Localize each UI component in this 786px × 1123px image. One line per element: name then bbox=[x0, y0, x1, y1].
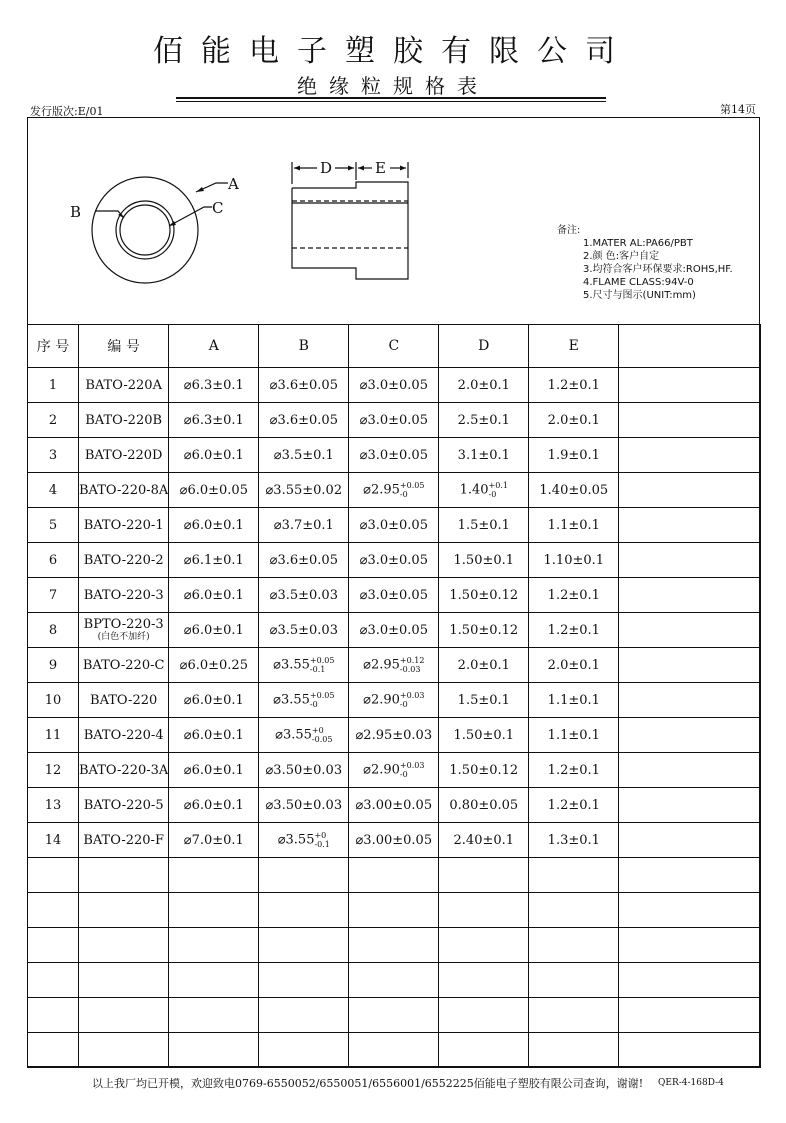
cell-a: ⌀6.0±0.1 bbox=[169, 753, 259, 788]
empty-cell bbox=[79, 1033, 169, 1068]
note-item: 1.MATER AL:PA66/PBT bbox=[583, 238, 693, 249]
empty-cell bbox=[28, 1033, 79, 1068]
cell-e: 1.2±0.1 bbox=[529, 578, 619, 613]
tolerance-lower: -0 bbox=[488, 490, 497, 499]
empty-cell bbox=[259, 998, 349, 1033]
cell-e: 2.0±0.1 bbox=[529, 648, 619, 683]
empty-row bbox=[28, 858, 761, 893]
cell-b: ⌀3.50±0.03 bbox=[259, 753, 349, 788]
cell-c: ⌀3.00±0.05 bbox=[349, 823, 439, 858]
tolerance-upper: +0 bbox=[314, 831, 327, 840]
title-rule-thick bbox=[176, 97, 606, 99]
tolerance-lower: -0.03 bbox=[399, 665, 421, 674]
cell-a: ⌀6.0±0.1 bbox=[169, 683, 259, 718]
empty-cell bbox=[259, 858, 349, 893]
cell-e: 1.1±0.1 bbox=[529, 718, 619, 753]
empty-cell bbox=[439, 963, 529, 998]
title-rule-thin bbox=[176, 101, 606, 102]
table-row bbox=[28, 438, 761, 473]
cell-b bbox=[259, 648, 349, 683]
cell-no: 7 bbox=[28, 578, 79, 613]
table-row bbox=[28, 718, 761, 753]
empty-cell bbox=[349, 928, 439, 963]
empty-cell bbox=[259, 1033, 349, 1068]
empty-cell bbox=[169, 893, 259, 928]
code-main: BPTO-220-3 bbox=[83, 617, 164, 632]
cell-a: ⌀6.0±0.05 bbox=[169, 473, 259, 508]
cell-d: 2.0±0.1 bbox=[439, 368, 529, 403]
cell-b: ⌀3.6±0.05 bbox=[259, 543, 349, 578]
tolerance-base: ⌀2.90 bbox=[363, 762, 400, 778]
cell-c: ⌀3.00±0.05 bbox=[349, 788, 439, 823]
cell-code: BATO-220-F bbox=[79, 823, 169, 858]
table-row bbox=[28, 368, 761, 403]
empty-row bbox=[28, 893, 761, 928]
cell-code: BATO-220D bbox=[79, 438, 169, 473]
cell-no: 6 bbox=[28, 543, 79, 578]
cell-c: ⌀3.0±0.05 bbox=[349, 403, 439, 438]
empty-cell bbox=[79, 893, 169, 928]
empty-cell bbox=[259, 963, 349, 998]
cell-c: ⌀3.0±0.05 bbox=[349, 613, 439, 648]
header-d: D bbox=[439, 325, 529, 368]
empty-cell bbox=[529, 1033, 619, 1068]
empty-cell bbox=[439, 998, 529, 1033]
cell-code: BATO-220-2 bbox=[79, 543, 169, 578]
cell-b: ⌀3.5±0.03 bbox=[259, 613, 349, 648]
cell-a: ⌀6.0±0.1 bbox=[169, 788, 259, 823]
cell-no: 3 bbox=[28, 438, 79, 473]
cell-blank bbox=[619, 718, 761, 753]
table-row bbox=[28, 823, 761, 858]
empty-cell bbox=[28, 893, 79, 928]
empty-cell bbox=[349, 893, 439, 928]
empty-cell bbox=[169, 1033, 259, 1068]
cell-e: 1.40±0.05 bbox=[529, 473, 619, 508]
empty-row bbox=[28, 928, 761, 963]
tolerance-upper: +0.12 bbox=[399, 656, 425, 665]
middle-ring-circle bbox=[116, 201, 174, 259]
table-row bbox=[28, 403, 761, 438]
cell-code: BATO-220-5 bbox=[79, 788, 169, 823]
tolerance-base: 1.40 bbox=[459, 482, 489, 498]
tolerance-base: ⌀3.55 bbox=[273, 692, 310, 708]
cell-a: ⌀6.0±0.1 bbox=[169, 578, 259, 613]
cell-blank bbox=[619, 683, 761, 718]
cell-e: 1.2±0.1 bbox=[529, 753, 619, 788]
note-item: 3.均符合客户环保要求:ROHS,HF. bbox=[583, 264, 733, 275]
table-row bbox=[28, 543, 761, 578]
footer-text: 以上我厂均已开模，欢迎致电0769-6550052/6550051/6556001/6552225佰能电子塑胶有限公司查询，谢谢! bbox=[92, 1077, 644, 1090]
table-row bbox=[28, 508, 761, 543]
empty-cell bbox=[619, 858, 761, 893]
tolerance-upper: +0.05 bbox=[309, 656, 335, 665]
cell-code bbox=[79, 613, 169, 648]
cell-d: 1.5±0.1 bbox=[439, 508, 529, 543]
cell-blank bbox=[619, 403, 761, 438]
edition-label: 发行版次:E/01 bbox=[30, 105, 104, 118]
empty-cell bbox=[619, 893, 761, 928]
notes-heading: 备注: bbox=[557, 225, 581, 236]
cell-b: ⌀3.7±0.1 bbox=[259, 508, 349, 543]
cell-no: 12 bbox=[28, 753, 79, 788]
cell-blank bbox=[619, 438, 761, 473]
tolerance-stack bbox=[312, 726, 333, 744]
cell-e: 1.10±0.1 bbox=[529, 543, 619, 578]
header-code: 编 号 bbox=[79, 325, 169, 368]
header-blank bbox=[619, 325, 761, 368]
empty-cell bbox=[619, 998, 761, 1033]
cell-d: 3.1±0.1 bbox=[439, 438, 529, 473]
tolerance-base: ⌀3.55 bbox=[273, 657, 310, 673]
empty-cell bbox=[28, 963, 79, 998]
cell-c bbox=[349, 473, 439, 508]
empty-cell bbox=[529, 858, 619, 893]
code-note: (白色不加纤) bbox=[97, 632, 150, 642]
empty-cell bbox=[619, 1033, 761, 1068]
cell-no: 13 bbox=[28, 788, 79, 823]
empty-cell bbox=[79, 928, 169, 963]
empty-cell bbox=[349, 963, 439, 998]
header-a: A bbox=[169, 325, 259, 368]
cell-b: ⌀3.5±0.1 bbox=[259, 438, 349, 473]
cell-c: ⌀3.0±0.05 bbox=[349, 438, 439, 473]
cell-a: ⌀6.0±0.1 bbox=[169, 718, 259, 753]
empty-row bbox=[28, 963, 761, 998]
cell-blank bbox=[619, 508, 761, 543]
spec-table bbox=[27, 324, 761, 1068]
cell-no: 5 bbox=[28, 508, 79, 543]
cell-blank bbox=[619, 473, 761, 508]
label-e: E bbox=[375, 159, 386, 177]
tolerance-stack bbox=[400, 656, 425, 674]
table-row bbox=[28, 753, 761, 788]
tolerance-stack bbox=[400, 761, 425, 779]
cell-b: ⌀3.5±0.03 bbox=[259, 578, 349, 613]
cell-code: BATO-220-C bbox=[79, 648, 169, 683]
cell-d: 1.50±0.12 bbox=[439, 753, 529, 788]
tolerance-upper: +0.1 bbox=[488, 481, 508, 490]
outer-ring-circle bbox=[92, 177, 198, 283]
page-number: 第14页 bbox=[720, 103, 756, 116]
tolerance-upper: +0.05 bbox=[309, 691, 335, 700]
note-item: 5.尺寸与图示(UNIT:mm) bbox=[583, 290, 696, 301]
empty-row bbox=[28, 1033, 761, 1068]
table-row bbox=[28, 648, 761, 683]
label-c: C bbox=[212, 199, 224, 217]
empty-cell bbox=[529, 998, 619, 1033]
cell-a: ⌀6.0±0.1 bbox=[169, 438, 259, 473]
tolerance-lower: -0.1 bbox=[309, 665, 326, 674]
cell-d: 1.50±0.1 bbox=[439, 543, 529, 578]
tolerance-base: ⌀2.95 bbox=[363, 482, 400, 498]
table-row bbox=[28, 788, 761, 823]
document-title: 绝缘粒规格表 bbox=[297, 74, 489, 98]
company-title: 佰能电子塑胶有限公司 bbox=[153, 34, 633, 69]
label-d: D bbox=[320, 159, 333, 177]
cell-b bbox=[259, 718, 349, 753]
empty-row bbox=[28, 998, 761, 1033]
tolerance-upper: +0 bbox=[311, 726, 324, 735]
cell-b: ⌀3.50±0.03 bbox=[259, 788, 349, 823]
cell-d: 0.80±0.05 bbox=[439, 788, 529, 823]
cell-d: 1.50±0.12 bbox=[439, 578, 529, 613]
empty-cell bbox=[259, 893, 349, 928]
empty-cell bbox=[619, 963, 761, 998]
empty-cell bbox=[439, 858, 529, 893]
tolerance-lower: -0.1 bbox=[314, 840, 330, 849]
empty-cell bbox=[439, 893, 529, 928]
header-c: C bbox=[349, 325, 439, 368]
tolerance-lower: -0 bbox=[399, 770, 408, 779]
cell-c: ⌀2.95±0.03 bbox=[349, 718, 439, 753]
tolerance-stack bbox=[314, 831, 329, 849]
tolerance-lower: -0 bbox=[399, 700, 408, 709]
cell-no: 14 bbox=[28, 823, 79, 858]
tolerance-stack bbox=[400, 481, 425, 499]
cell-no: 4 bbox=[28, 473, 79, 508]
cell-a: ⌀7.0±0.1 bbox=[169, 823, 259, 858]
label-b: B bbox=[70, 203, 82, 221]
table-row bbox=[28, 473, 761, 508]
header-no: 序 号 bbox=[28, 325, 79, 368]
cell-c: ⌀3.0±0.05 bbox=[349, 543, 439, 578]
tolerance-upper: +0.05 bbox=[399, 481, 425, 490]
cell-blank bbox=[619, 578, 761, 613]
cell-a: ⌀6.0±0.1 bbox=[169, 613, 259, 648]
cell-a: ⌀6.1±0.1 bbox=[169, 543, 259, 578]
empty-cell bbox=[349, 858, 439, 893]
tolerance-base: ⌀3.55 bbox=[275, 727, 312, 743]
cell-d: 1.50±0.12 bbox=[439, 613, 529, 648]
cell-c: ⌀3.0±0.05 bbox=[349, 578, 439, 613]
empty-cell bbox=[169, 963, 259, 998]
empty-cell bbox=[169, 858, 259, 893]
label-a: A bbox=[228, 175, 239, 193]
note-item: 2.颜 色:客户自定 bbox=[583, 251, 660, 262]
empty-cell bbox=[259, 928, 349, 963]
cell-no: 2 bbox=[28, 403, 79, 438]
table-row bbox=[28, 613, 761, 648]
tolerance-stack bbox=[310, 691, 335, 709]
tolerance-lower: -0 bbox=[309, 700, 318, 709]
cell-d: 1.5±0.1 bbox=[439, 683, 529, 718]
cell-no: 9 bbox=[28, 648, 79, 683]
cell-d: 1.50±0.1 bbox=[439, 718, 529, 753]
cell-blank bbox=[619, 788, 761, 823]
tolerance-stack bbox=[310, 656, 335, 674]
empty-cell bbox=[349, 998, 439, 1033]
tolerance-upper: +0.03 bbox=[399, 691, 425, 700]
empty-cell bbox=[79, 998, 169, 1033]
empty-cell bbox=[349, 1033, 439, 1068]
cell-code: BATO-220-3 bbox=[79, 578, 169, 613]
header-e: E bbox=[529, 325, 619, 368]
cell-e: 1.1±0.1 bbox=[529, 683, 619, 718]
empty-cell bbox=[529, 893, 619, 928]
tolerance-base: ⌀3.55 bbox=[277, 832, 315, 848]
tolerance-stack bbox=[400, 691, 425, 709]
note-item: 4.FLAME CLASS:94V-0 bbox=[583, 277, 694, 288]
cell-e: 1.3±0.1 bbox=[529, 823, 619, 858]
cell-b bbox=[259, 823, 349, 858]
cell-d: 2.5±0.1 bbox=[439, 403, 529, 438]
cell-blank bbox=[619, 613, 761, 648]
cell-e: 2.0±0.1 bbox=[529, 403, 619, 438]
cell-b bbox=[259, 683, 349, 718]
cell-c bbox=[349, 683, 439, 718]
empty-cell bbox=[169, 998, 259, 1033]
empty-cell bbox=[28, 998, 79, 1033]
table-row bbox=[28, 578, 761, 613]
empty-cell bbox=[439, 928, 529, 963]
header-b: B bbox=[259, 325, 349, 368]
empty-cell bbox=[439, 1033, 529, 1068]
cell-d bbox=[439, 473, 529, 508]
table-header-row bbox=[28, 325, 761, 368]
empty-cell bbox=[79, 963, 169, 998]
tolerance-stack bbox=[489, 481, 508, 499]
cell-code: BATO-220-1 bbox=[79, 508, 169, 543]
cell-e: 1.2±0.1 bbox=[529, 613, 619, 648]
cell-code: BATO-220-3A bbox=[79, 753, 169, 788]
cell-b: ⌀3.55±0.02 bbox=[259, 473, 349, 508]
form-code: QER-4-168D-4 bbox=[658, 1078, 724, 1088]
cell-c bbox=[349, 648, 439, 683]
cell-no: 11 bbox=[28, 718, 79, 753]
tolerance-lower: -0.05 bbox=[311, 735, 333, 744]
empty-cell bbox=[529, 963, 619, 998]
tolerance-base: ⌀2.90 bbox=[363, 692, 400, 708]
empty-cell bbox=[529, 928, 619, 963]
cell-e: 1.2±0.1 bbox=[529, 368, 619, 403]
empty-cell bbox=[79, 858, 169, 893]
cell-a: ⌀6.0±0.1 bbox=[169, 508, 259, 543]
cell-e: 1.9±0.1 bbox=[529, 438, 619, 473]
empty-cell bbox=[28, 928, 79, 963]
tolerance-lower: -0 bbox=[399, 490, 408, 499]
cell-code: BATO-220-8A bbox=[79, 473, 169, 508]
cell-c: ⌀3.0±0.05 bbox=[349, 508, 439, 543]
cell-a: ⌀6.3±0.1 bbox=[169, 403, 259, 438]
cell-code: BATO-220B bbox=[79, 403, 169, 438]
empty-cell bbox=[619, 928, 761, 963]
cell-no: 8 bbox=[28, 613, 79, 648]
cell-e: 1.1±0.1 bbox=[529, 508, 619, 543]
cell-no: 10 bbox=[28, 683, 79, 718]
cell-blank bbox=[619, 368, 761, 403]
cell-blank bbox=[619, 753, 761, 788]
cell-blank bbox=[619, 823, 761, 858]
cell-d: 2.0±0.1 bbox=[439, 648, 529, 683]
cell-blank bbox=[619, 543, 761, 578]
cell-a: ⌀6.3±0.1 bbox=[169, 368, 259, 403]
cell-d: 2.40±0.1 bbox=[439, 823, 529, 858]
empty-cell bbox=[28, 858, 79, 893]
notes-block bbox=[557, 224, 733, 302]
cell-e: 1.2±0.1 bbox=[529, 788, 619, 823]
cell-code: BATO-220 bbox=[79, 683, 169, 718]
inner-ring-circle bbox=[120, 205, 170, 255]
cell-code: BATO-220A bbox=[79, 368, 169, 403]
cell-c bbox=[349, 753, 439, 788]
tolerance-base: ⌀2.95 bbox=[363, 657, 400, 673]
cell-no: 1 bbox=[28, 368, 79, 403]
cell-a: ⌀6.0±0.25 bbox=[169, 648, 259, 683]
cell-b: ⌀3.6±0.05 bbox=[259, 403, 349, 438]
cell-code: BATO-220-4 bbox=[79, 718, 169, 753]
tolerance-upper: +0.03 bbox=[399, 761, 425, 770]
cell-b: ⌀3.6±0.05 bbox=[259, 368, 349, 403]
cell-blank bbox=[619, 648, 761, 683]
empty-cell bbox=[169, 928, 259, 963]
table-row bbox=[28, 683, 761, 718]
cell-c: ⌀3.0±0.05 bbox=[349, 368, 439, 403]
